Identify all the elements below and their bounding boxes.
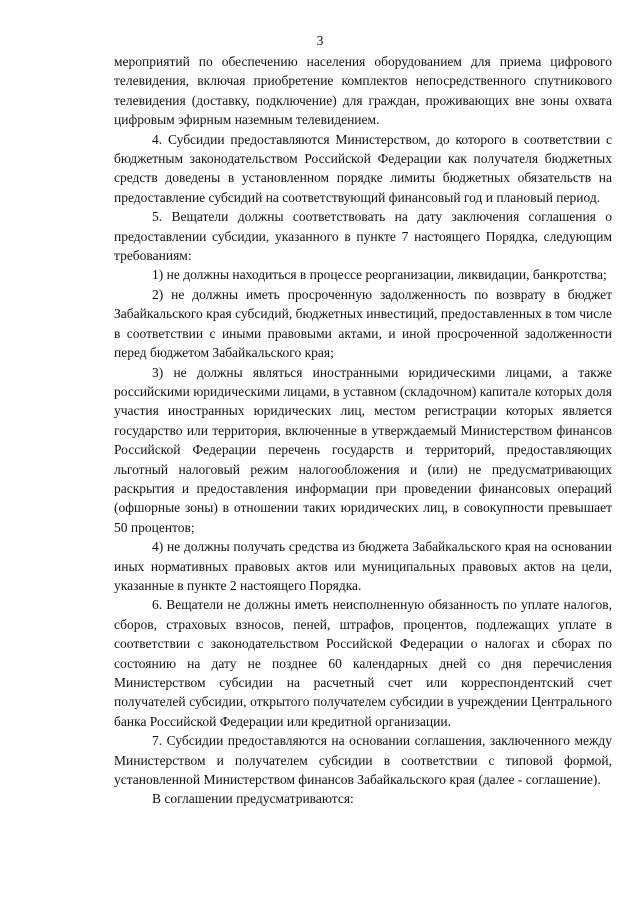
paragraph-item-7: 7. Субсидии предоставляются на основании соглашения, заключенного между Министерством и получателем субсидии в соответствии с типовой формой, установленной Министерством финансов Забайкальского края (далее - соглашение).: [114, 733, 612, 788]
paragraph-subitem-1: 1) не должны находиться в процессе реорганизации, ликвидации, банкротства;: [152, 267, 607, 283]
document-body: [114, 52, 612, 809]
paragraph-continuation: мероприятий по обеспечению населения оборудованием для приема цифрового телевидения, включая приобретение комплектов непосредственного спутникового телевидения (доставку, подключение) для граждан, проживающих вне зоны охвата цифровым эфирным наземным телевидением.: [114, 54, 612, 128]
paragraph-agreement-intro: В соглашении предусматриваются:: [152, 791, 354, 807]
page-number: 3: [316, 33, 324, 48]
paragraph-item-4: 4. Субсидии предоставляются Министерством, до которого в соответствии с бюджетным законодательством Российской Федерации как получателя бюджетных средств доведены в установленном порядке лимиты бюджетных обязательств на предоставление субсидий на соответствующий финансовый год и плановый период.: [114, 131, 612, 205]
paragraph-item-5: 5. Вещатели должны соответствовать на дату заключения соглашения о предоставлении субсидии, указанного в пункте 7 настоящего Порядка, следующим требованиям:: [114, 209, 612, 264]
paragraph-subitem-3: 3) не должны являться иностранными юридическими лицами, а также российскими юридическими лицами, в уставном (складочном) капитале которых доля участия иностранных юридических лиц, местом регистрации которых является государство или территория, включенные в утверждаемый Министерством финансов Российской Федерации перечень государств и территорий, предоставляющих льготный налоговый режим налогообложения и (или) не предусматривающих раскрытия и предоставления информации при проведении финансовых операций (офшорные зоны) в отношении таких юридических лиц, в совокупности превышает 50 процентов;: [114, 364, 612, 535]
paragraph-subitem-4: 4) не должны получать средства из бюджета Забайкальского края на основании иных нормативных правовых актов или муниципальных правовых актов на цели, указанные в пункте 2 настоящего Порядка.: [114, 539, 612, 593]
paragraph-item-6: 6. Вещатели не должны иметь неисполненную обязанность по уплате налогов, сборов, страховых взносов, пеней, штрафов, процентов, подлежащих уплате в соответствии с законодательством Российской Федерации о налогах и сборах по состоянию на дату не позднее 60 календарных дней со дня перечисления Министерством субсидии на расчетный счет или корреспондентский счет получателей субсидии, открытого получателем субсидии в учреждении Центрального банка Российской Федерации или кредитной организации.: [114, 597, 612, 729]
paragraph-subitem-2: 2) не должны иметь просроченную задолженность по возврату в бюджет Забайкальского края субсидий, бюджетных инвестиций, предоставленных в том числе в соответствии с иными правовыми актами, и иной просроченной задолженности перед бюджетом Забайкальского края;: [114, 286, 612, 361]
